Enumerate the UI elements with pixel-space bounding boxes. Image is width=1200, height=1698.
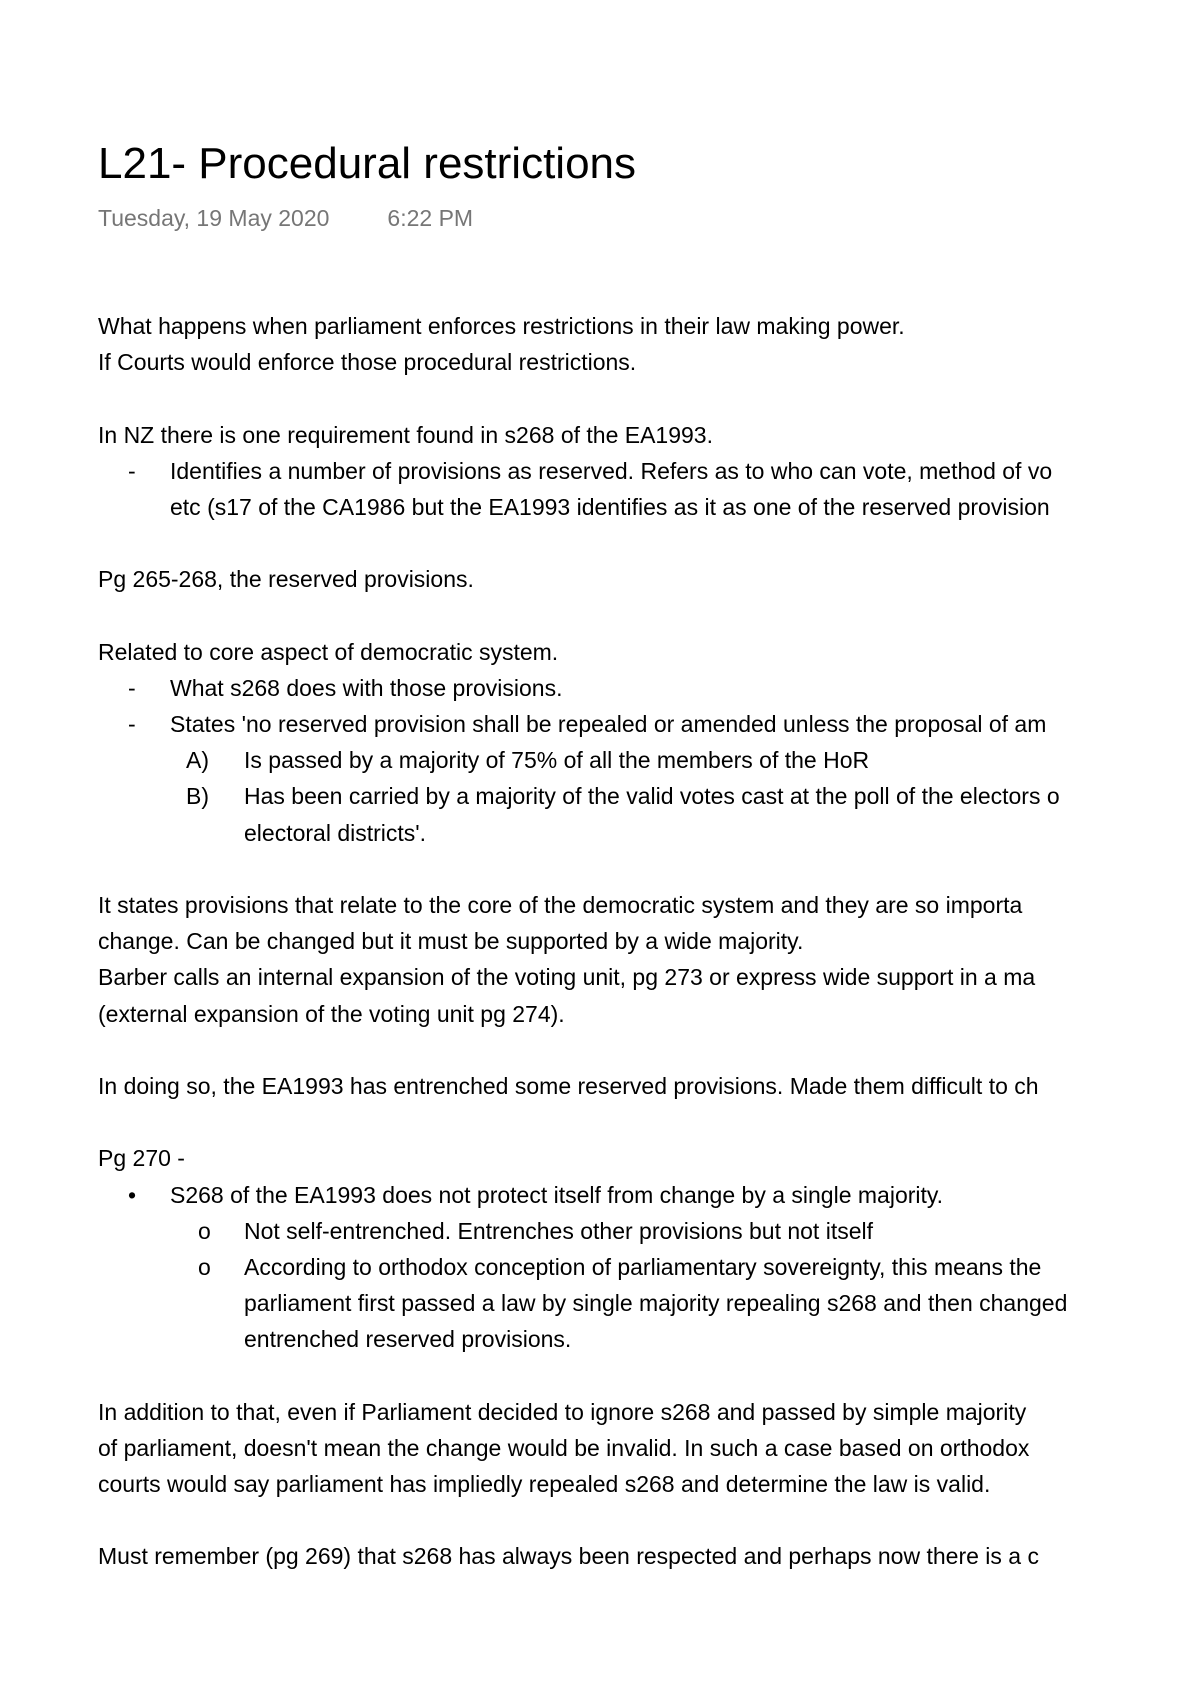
list-item-text: Has been carried by a majority of the valid votes cast at the poll of the electors o — [244, 783, 1060, 810]
paragraph-line: In doing so, the EA1993 has entrenched some reserved provisions. Made them difficult to ch — [98, 1072, 1039, 1099]
paragraph-line: Barber calls an internal expansion of the voting unit, pg 273 or express wide support in a ma — [98, 964, 1036, 991]
list-item-text: Is passed by a majority of 75% of all the members of the HoR — [244, 747, 870, 774]
paragraph-line: What happens when parliament enforces restrictions in their law making power. — [98, 313, 905, 339]
dash-marker: - — [128, 711, 136, 738]
letter-marker: B) — [186, 783, 209, 810]
paragraph-line: Pg 265-268, the reserved provisions. — [98, 566, 474, 593]
list-item — [98, 742, 1200, 778]
circle-marker: o — [198, 1217, 211, 1244]
paragraph-line: In NZ there is one requirement found in s268 of the EA1993. — [98, 421, 713, 448]
note-body — [98, 308, 1200, 1575]
list-item-continuation — [98, 1285, 1200, 1321]
page-date: Tuesday, 19 May 2020 — [98, 205, 330, 231]
list-item-continuation — [98, 489, 1200, 525]
circle-marker: o — [198, 1253, 211, 1280]
paragraph-line: courts would say parliament has impliedly repealed s268 and determine the law is valid. — [98, 1471, 991, 1497]
paragraph-line: Must remember (pg 269) that s268 has always been respected and perhaps now there is a c — [98, 1543, 1039, 1570]
list-item — [98, 1213, 1200, 1249]
dash-marker: - — [128, 674, 136, 701]
list-item — [98, 1177, 1200, 1213]
list-item — [98, 706, 1200, 742]
list-item-text: States 'no reserved provision shall be repealed or amended unless the proposal of am — [170, 711, 1047, 738]
list-item-text: S268 of the EA1993 does not protect itself from change by a single majority. — [170, 1181, 944, 1208]
list-item-text: parliament first passed a law by single majority repealing s268 and then changed — [244, 1290, 1068, 1317]
paragraph-line: Related to core aspect of democratic system. — [98, 638, 559, 665]
paragraph-line: It states provisions that relate to the core of the democratic system and they are so importa — [98, 892, 1023, 918]
bullet-marker: • — [128, 1181, 137, 1208]
list-item-text: Identifies a number of provisions as reserved. Refers as to who can vote, method of vo — [170, 457, 1053, 484]
list-item-text: entrenched reserved provisions. — [244, 1326, 572, 1353]
page-title: L21- Procedural restrictions — [98, 139, 637, 188]
page-time: 6:22 PM — [387, 205, 474, 231]
paragraph-line: In addition to that, even if Parliament decided to ignore s268 and passed by simple majority — [98, 1398, 1027, 1425]
page-timestamp — [98, 203, 473, 233]
paragraph-line: (external expansion of the voting unit pg 274). — [98, 1000, 565, 1027]
dash-marker: - — [128, 457, 136, 484]
list-item — [98, 1249, 1200, 1285]
list-item-text: What s268 does with those provisions. — [170, 674, 563, 701]
paragraph-line: of parliament, doesn't mean the change would be invalid. In such a case based on orthodox — [98, 1434, 1030, 1461]
list-item-text: According to orthodox conception of parliamentary sovereignty, this means the — [244, 1253, 1042, 1280]
list-item-continuation — [98, 1321, 1200, 1357]
list-item-continuation — [98, 815, 1200, 851]
list-item — [98, 778, 1200, 814]
paragraph-line: Pg 270 - — [98, 1145, 185, 1172]
paragraph-line: If Courts would enforce those procedural restrictions. — [98, 349, 637, 376]
paragraph-line: change. Can be changed but it must be supported by a wide majority. — [98, 928, 804, 955]
list-item-text: etc (s17 of the CA1986 but the EA1993 identifies as it as one of the reserved provision — [170, 493, 1050, 520]
list-item-text: Not self-entrenched. Entrenches other provisions but not itself — [244, 1217, 874, 1244]
list-item-text: electoral districts'. — [244, 819, 427, 846]
list-item — [98, 670, 1200, 706]
letter-marker: A) — [186, 747, 209, 774]
list-item — [98, 453, 1200, 489]
